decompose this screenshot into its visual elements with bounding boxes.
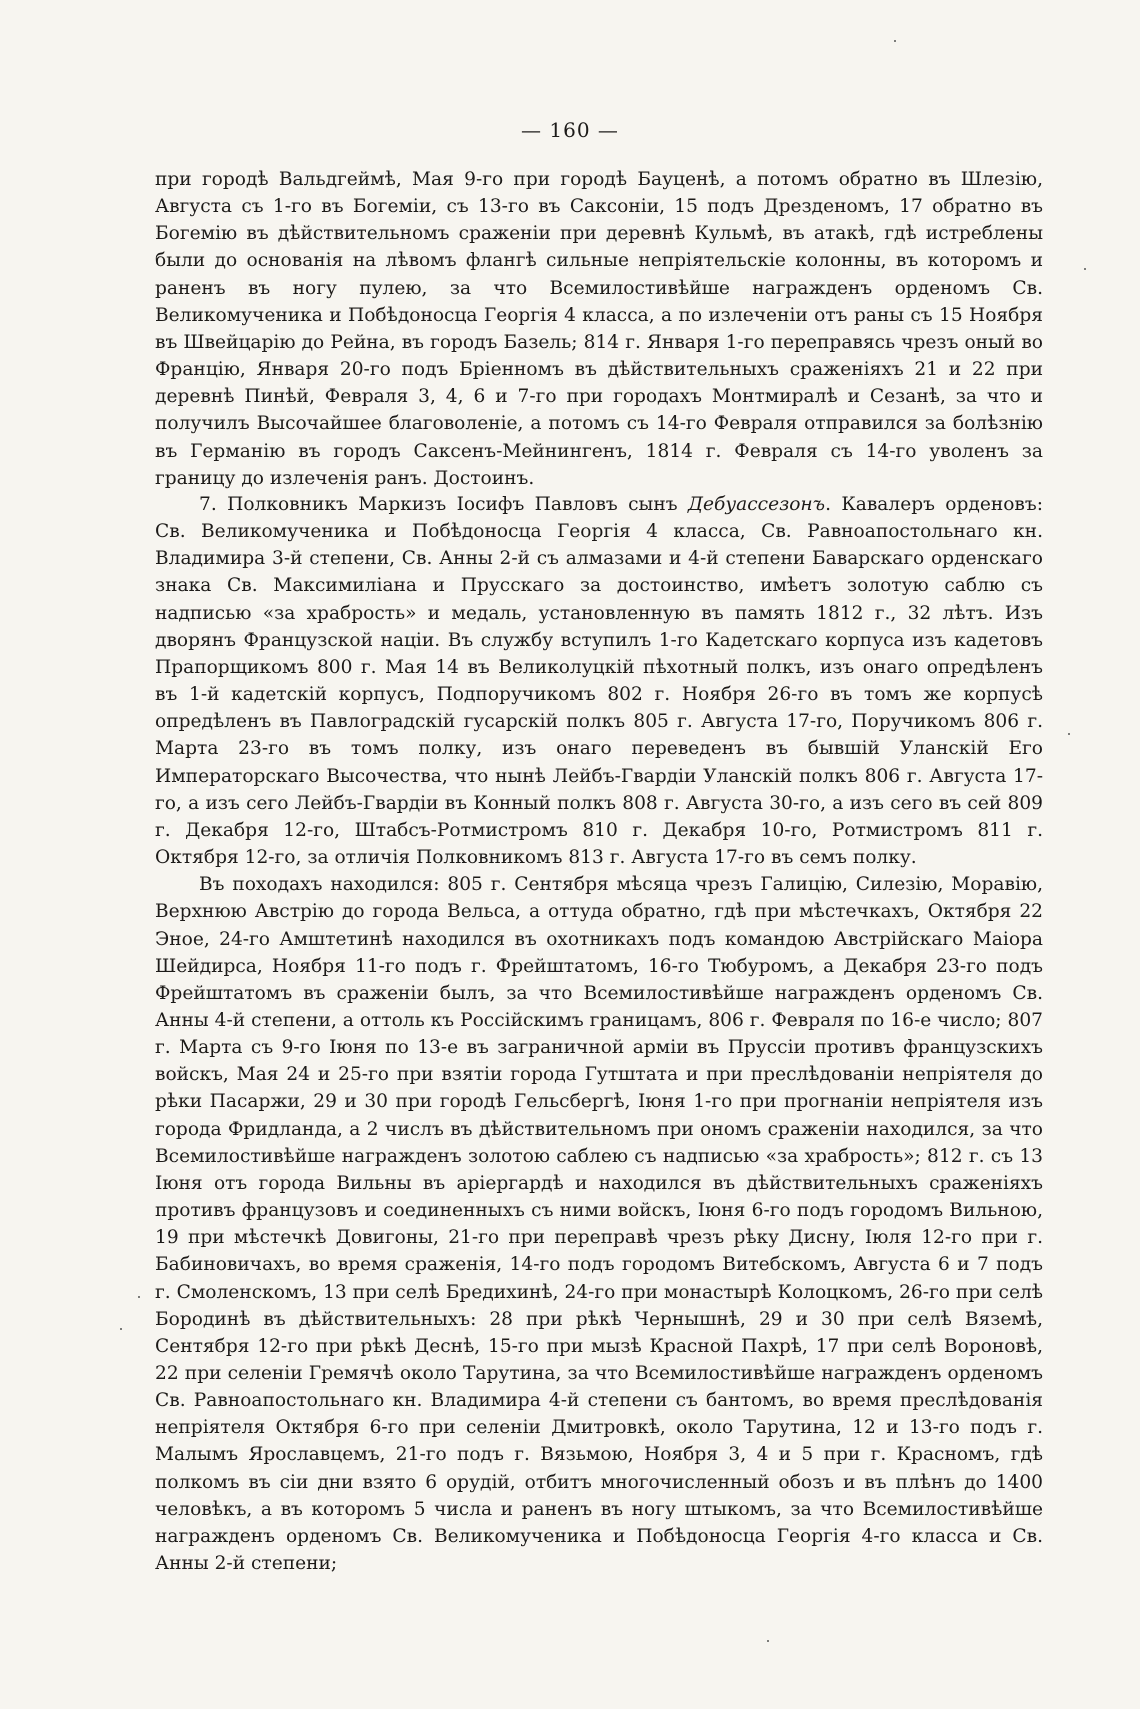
continuation-text-block: [155, 166, 1043, 492]
entry-7-surname: Дебуассезонъ: [687, 494, 826, 515]
scan-speck: [1084, 268, 1086, 270]
scan-speck: [138, 1296, 140, 1298]
entry-7-body: . Кавалеръ орденовъ: Св. Великомученика и Побѣдоносца Георгія 4 класса, Св. Равноапостольнаго кн. Владимира 3-й степени, Св. Анны 2-й съ алмазами и 4-й степени Баварскаго орденскаго знака Св. Максимиліана и Прусскаго за достоинство, имѣетъ золотую саблю съ надписью «за храбрость» и медаль, установленную въ память 1812 г., 32 лѣтъ. Изъ дворянъ Французской націи. Въ службу вступилъ 1-го Кадетскаго корпуса изъ кадетовъ Прапорщикомъ 800 г. Мая 14 въ Великолуцкій пѣхотный полкъ, изъ онаго опредѣленъ въ 1-й кадетскій корпусъ, Подпоручикомъ 802 г. Ноября 26-го въ томъ же корпусѣ опредѣленъ въ Павлоградскій гусарскій полкъ 805 г. Августа 17-го, Поручикомъ 806 г. Марта 23-го въ томъ полку, изъ онаго переведенъ въ бывшій Уланскій Его Императорскаго Высочества, что нынѣ Лейбъ-Гвардіи Уланскій полкъ 806 г. Августа 17-го, а изъ сего Лейбъ-Гвардіи въ Конный полкъ 808 г. Августа 30-го, а изъ сего въ сей 809 г. Декабря 12-го, Штабсъ-Ротмистромъ 810 г. Декабря 10-го, Ротмистромъ 811 г. Октября 12-го, за отличія Полковникомъ 813 г. Августа 17-го въ семъ полку.: [155, 494, 1043, 869]
scan-speck: [1068, 733, 1070, 735]
scan-speck: [894, 40, 896, 42]
entry-7-campaigns-paragraph: Въ походахъ находился: 805 г. Сентября мѣсяца чрезъ Галицію, Силезію, Моравію, Верхнюю Австрію до города Вельса, а оттуда обратно, гдѣ при мѣстечкахъ, Октября 22 Эное, 24-го Амштетинѣ находился въ охотникахъ подъ командою Австрійскаго Маіора Шейдирса, Ноября 11-го подъ г. Фрейштатомъ, 16-го Тюбуромъ, а Декабря 23-го подъ Фрейштатомъ въ сраженіи былъ, за что Всемилостивѣйше награжденъ орденомъ Св. Анны 4-й степени, а оттоль къ Россійскимъ границамъ, 806 г. Февраля по 16-е число; 807 г. Марта съ 9-го Іюня по 13-е въ заграничной арміи въ Пруссіи противъ французскихъ войскъ, Мая 24 и 25-го при взятіи города Гутштата и при преслѣдованіи непріятеля до рѣки Пасаржи, 29 и 30 при городѣ Гельсбергѣ, Іюня 1-го при прогнаніи непріятеля изъ города Фридланда, а 2 числъ въ дѣйствительномъ при ономъ сраженіи находился, за что Всемилостивѣйше награжденъ золотою саблею съ надписью «за храбрость»; 812 г. съ 13 Іюня отъ города Вильны въ аріергардѣ и находился въ дѣйствительныхъ сраженіяхъ противъ французовъ и соединенныхъ съ ними войскъ, Іюня 6-го подъ городомъ Вильною, 19 при мѣстечкѣ Довигоны, 21-го при переправѣ чрезъ рѣку Дисну, Іюля 12-го при г. Бабиновичахъ, во время сраженія, 14-го подъ городомъ Витебскомъ, Августа 6 и 7 подъ г. Смоленскомъ, 13 при селѣ Бредихинѣ, 24-го при монастырѣ Колоцкомъ, 26-го при селѣ Бородинѣ въ дѣйствительныхъ: 28 при рѣкѣ Чернышнѣ, 29 и 30 при селѣ Вяземѣ, Сентября 12-го при рѣкѣ Деснѣ, 15-го при мызѣ Красной Пахрѣ, 17 при селѣ Вороновѣ, 22 при селеніи Гремячѣ около Тарутина, за что Всемилостивѣйше награжденъ орденомъ Св. Равноапостольнаго кн. Владимира 4-й степени съ бантомъ, во время преслѣдованія непріятеля Октября 6-го при селеніи Дмитровкѣ, около Тарутина, 12 и 13-го подъ г. Малымъ Ярославцемъ, 21-го подъ г. Вязьмою, Ноября 3, 4 и 5 при г. Красномъ, гдѣ полкомъ въ сіи дни взято 6 орудій, отбитъ многочисленный обозъ и въ плѣнъ до 1400 человѣкъ, а въ которомъ 5 числа и раненъ въ ногу штыкомъ, за что Всемилостивѣйше награжденъ орденомъ Св. Великомученика и Побѣдоносца Георгія 4-го класса и Св. Анны 2-й степени;: [155, 874, 1043, 1575]
entry-7-block: [155, 491, 1043, 1577]
page-number: — 160 —: [521, 118, 619, 142]
scan-speck: [120, 1328, 122, 1330]
entry-7-paragraph: [155, 491, 1043, 871]
continuation-paragraph: при городѣ Вальдгеймѣ, Мая 9-го при городѣ Бауценѣ, а потомъ обратно въ Шлезію, Августа съ 1-го въ Богеміи, съ 13-го въ Саксоніи, 15 подъ Дрезденомъ, 17 обратно въ Богемію въ дѣйствительномъ сраженіи при деревнѣ Кульмѣ, въ атакѣ, гдѣ истреблены были до основанія на лѣвомъ флангѣ сильные непріятельскіе колонны, въ которомъ и раненъ въ ногу пулею, за что Всемилостивѣйше награжденъ орденомъ Св. Великомученика и Побѣдоносца Георгія 4 класса, а по излеченіи отъ раны съ 15 Ноября въ Швейцарію до Рейна, въ городъ Базель; 814 г. Января 1-го переправясь чрезъ оный во Францію, Января 20-го подъ Бріенномъ въ дѣйствительныхъ сраженіяхъ 21 и 22 при деревнѣ Пинѣй, Февраля 3, 4, 6 и 7-го при городахъ Монтмиралѣ и Сезанѣ, за что и получилъ Высочайшее благоволеніе, а потомъ съ 14-го Февраля отправился за болѣзнію въ Германію въ городъ Саксенъ-Мейнингенъ, 1814 г. Февраля съ 14-го уволенъ за границу до излеченія ранъ. Достоинъ.: [155, 169, 1043, 489]
scan-speck: [767, 1640, 769, 1642]
entry-7-lead: 7. Полковникъ Маркизъ Іосифъ Павловъ сынъ: [199, 494, 688, 515]
